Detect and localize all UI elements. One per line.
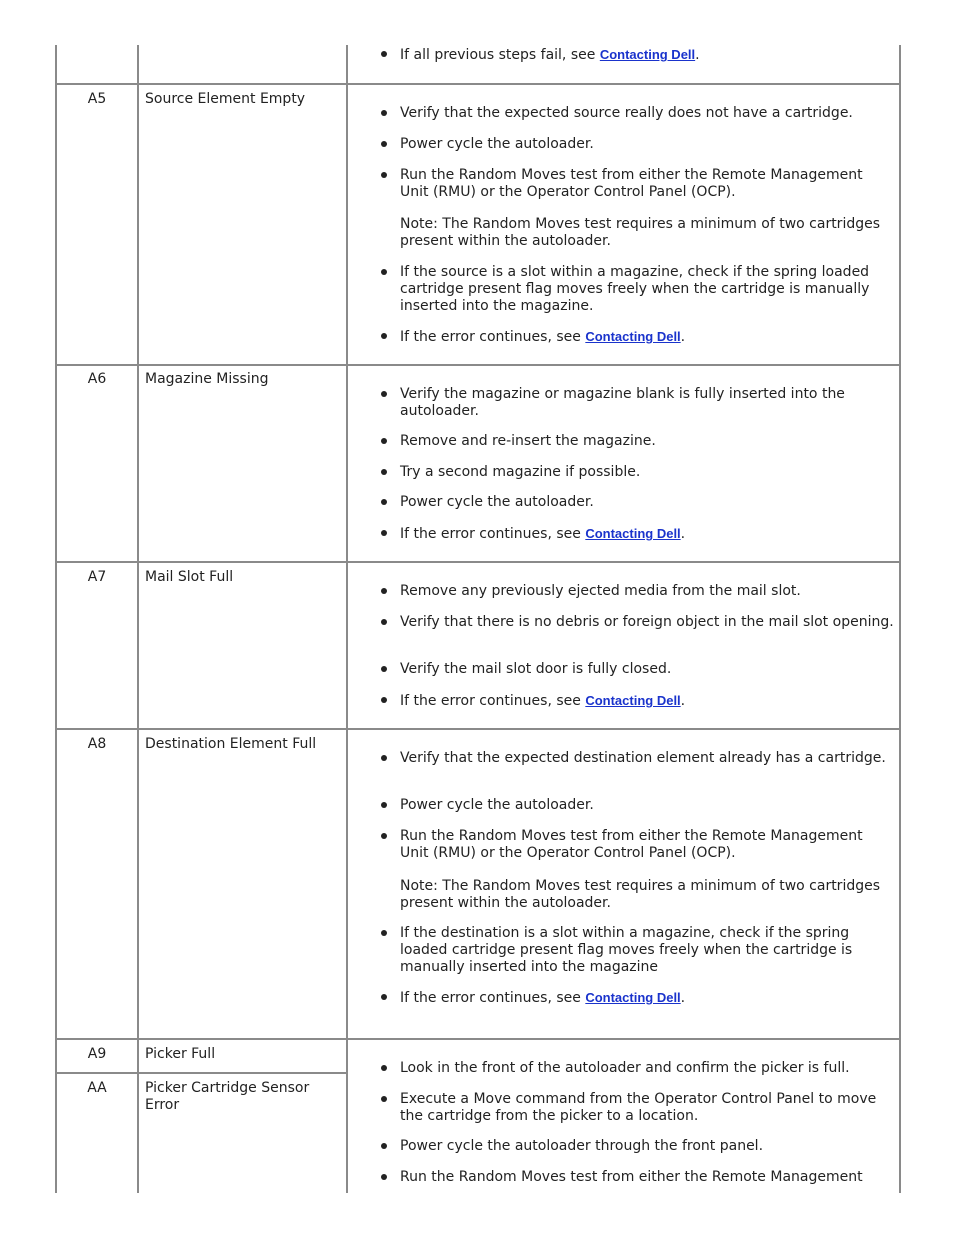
list-item: Remove and re-insert the magazine. [400, 433, 656, 449]
error-code: A9 [87, 1046, 107, 1062]
list-item: Run the Random Moves test from either the Remote Management Unit (RMU) or the Operator Control Panel (OCP). [400, 828, 863, 861]
bullet-icon [381, 499, 387, 505]
list-item: If all previous steps fail, see Contacting Dell. [400, 47, 700, 63]
note-text: Note: The Random Moves test requires a minimum of two cartridges present within the autoloader. [400, 878, 881, 911]
list-item: Try a second magazine if possible. [400, 464, 641, 480]
error-title: Source Element Empty [145, 91, 306, 107]
list-item: Remove any previously ejected media from the mail slot. [400, 583, 801, 599]
list-item: Verify that the expected destination element already has a cartridge. [400, 750, 886, 766]
contacting-dell-link[interactable]: Contacting Dell [585, 526, 681, 541]
bullet-icon [381, 930, 387, 936]
list-item: Power cycle the autoloader. [400, 797, 594, 813]
error-title: Destination Element Full [145, 736, 317, 752]
error-code: AA [87, 1080, 107, 1096]
error-title: Mail Slot Full [145, 569, 234, 585]
list-item: If the source is a slot within a magazine, check if the spring loaded cartridge present flag moves freely when the cartridge is manually inserted into the magazine. [400, 264, 870, 314]
list-item: If the error continues, see Contacting Dell. [400, 526, 686, 542]
bullet-icon [381, 141, 387, 147]
row-divider [55, 1038, 901, 1040]
bullet-icon [381, 697, 387, 703]
error-title: Magazine Missing [145, 371, 269, 387]
row-divider [55, 1072, 348, 1074]
list-item: Run the Random Moves test from either the Remote Management Unit (RMU) or the Operator Control Panel (OCP). [400, 167, 863, 200]
row-divider [55, 728, 901, 730]
error-code: A8 [87, 736, 107, 752]
bullet-icon [381, 51, 387, 57]
note-text: Note: The Random Moves test requires a minimum of two cartridges present within the autoloader. [400, 216, 881, 249]
error-code: A5 [87, 91, 107, 107]
contacting-dell-link[interactable]: Contacting Dell [585, 329, 681, 344]
bullet-icon [381, 1096, 387, 1102]
bullet-icon [381, 1065, 387, 1071]
row-divider [55, 561, 901, 563]
bullet-icon [381, 530, 387, 536]
bullet-icon [381, 333, 387, 339]
list-item: Look in the front of the autoloader and confirm the picker is full. [400, 1060, 850, 1076]
list-item: If the destination is a slot within a magazine, check if the spring loaded cartridge present flag moves freely when the cartridge is manually inserted into the magazine [400, 925, 853, 975]
bullet-icon [381, 666, 387, 672]
list-item: Verify the magazine or magazine blank is fully inserted into the autoloader. [400, 386, 845, 419]
contacting-dell-link[interactable]: Contacting Dell [585, 990, 681, 1005]
bullet-icon [381, 588, 387, 594]
bullet-icon [381, 391, 387, 397]
list-item: Execute a Move command from the Operator Control Panel to move the cartridge from the picker to a location. [400, 1091, 877, 1124]
list-item: Verify that the expected source really does not have a cartridge. [400, 105, 853, 121]
list-item: Verify that there is no debris or foreign object in the mail slot opening. [400, 614, 894, 630]
error-code: A7 [87, 569, 107, 585]
list-item: If the error continues, see Contacting Dell. [400, 693, 686, 709]
list-item: If the error continues, see Contacting Dell. [400, 990, 686, 1006]
bullet-icon [381, 833, 387, 839]
contacting-dell-link[interactable]: Contacting Dell [599, 47, 696, 62]
bullet-icon [381, 1174, 387, 1180]
error-title: Picker Cartridge Sensor Error [145, 1080, 310, 1113]
grid-line [346, 45, 348, 1193]
bullet-icon [381, 1143, 387, 1149]
bullet-icon [381, 469, 387, 475]
bullet-icon [381, 172, 387, 178]
grid-line [137, 45, 139, 1193]
list-item: Verify the mail slot door is fully closed. [400, 661, 672, 677]
error-title: Picker Full [145, 1046, 216, 1062]
list-item: Power cycle the autoloader. [400, 136, 594, 152]
list-item: Power cycle the autoloader. [400, 494, 594, 510]
error-code: A6 [87, 371, 107, 387]
bullet-icon [381, 802, 387, 808]
bullet-icon [381, 269, 387, 275]
list-item: If the error continues, see Contacting Dell. [400, 329, 686, 345]
list-item: Power cycle the autoloader through the front panel. [400, 1138, 764, 1154]
bullet-icon [381, 110, 387, 116]
bullet-icon [381, 755, 387, 761]
row-divider [55, 83, 901, 85]
grid-line [899, 45, 901, 1193]
row-divider [55, 364, 901, 366]
grid-line [55, 45, 57, 1193]
bullet-icon [381, 994, 387, 1000]
bullet-icon [381, 438, 387, 444]
contacting-dell-link[interactable]: Contacting Dell [585, 693, 681, 708]
list-item: Run the Random Moves test from either the Remote Management [400, 1169, 863, 1185]
bullet-icon [381, 619, 387, 625]
